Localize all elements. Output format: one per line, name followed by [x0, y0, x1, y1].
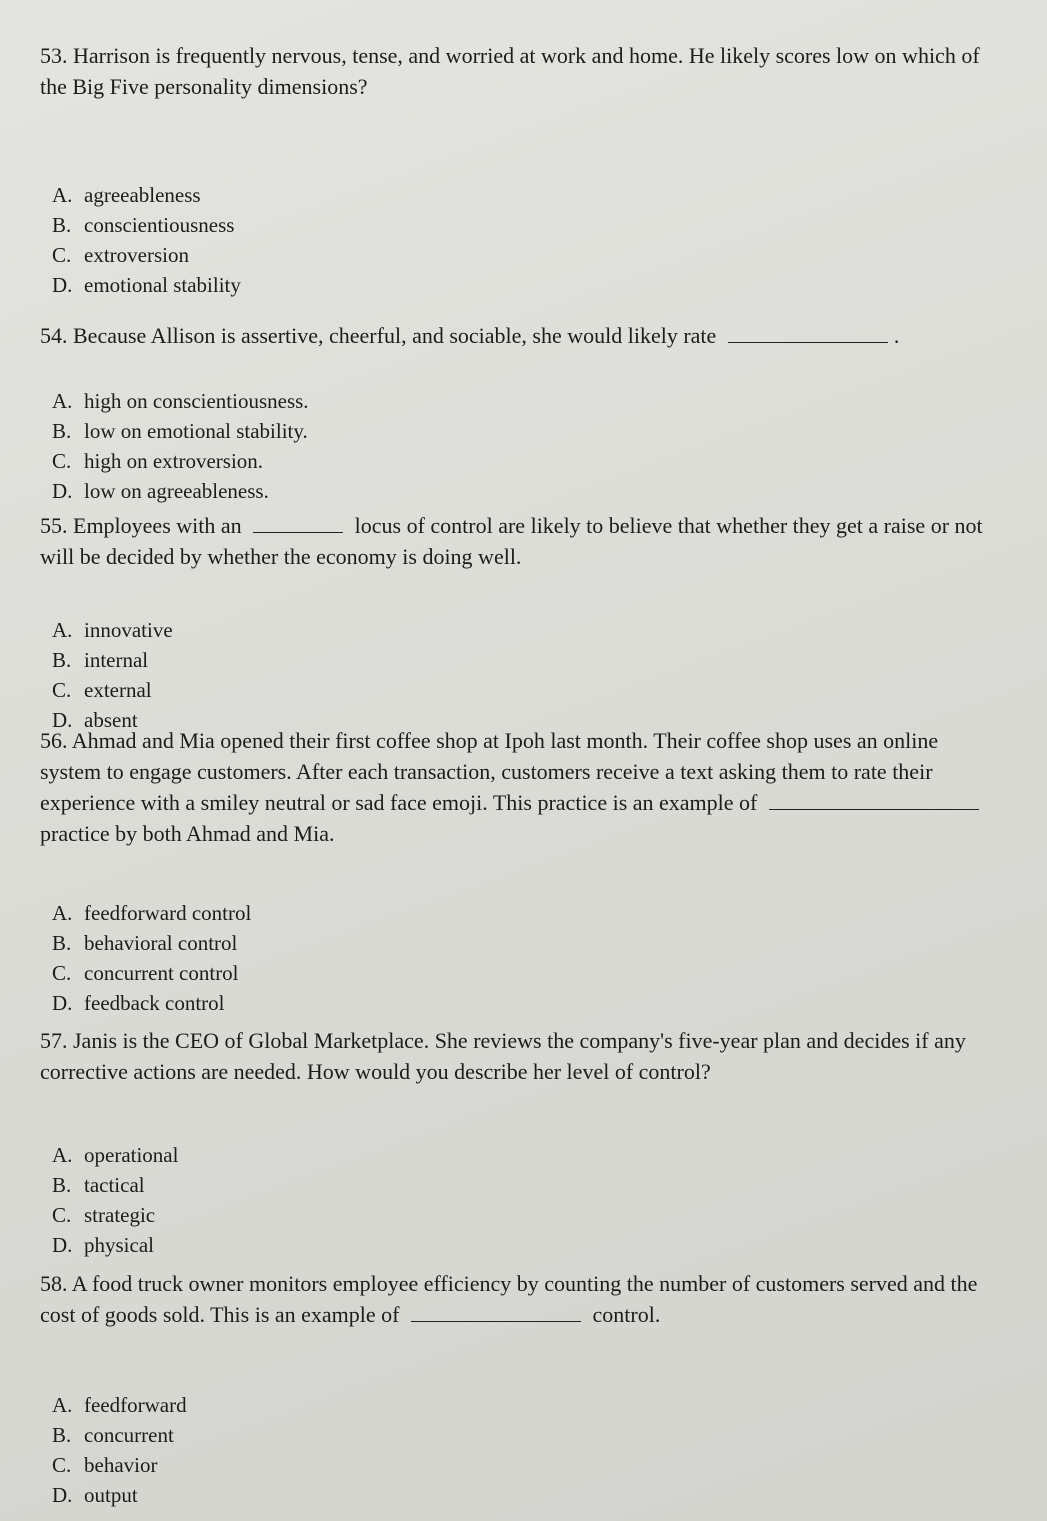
question-stem [40, 510, 1000, 572]
option-c[interactable]: C. extroversion [52, 243, 189, 267]
answer-blank[interactable] [728, 341, 888, 343]
options-list [52, 615, 173, 735]
option-b[interactable]: B. tactical [52, 1173, 145, 1197]
option-a[interactable]: A. feedforward [52, 1393, 187, 1417]
options-list [52, 1140, 178, 1260]
question-text-after: . [893, 323, 900, 348]
option-c[interactable]: C. concurrent control [52, 961, 239, 985]
option-a[interactable]: A. high on conscientiousness. [52, 389, 309, 413]
question-number: 54. [40, 323, 68, 348]
options-list [52, 180, 241, 300]
options-list [52, 386, 309, 506]
options-list [52, 898, 251, 1018]
question-number: 56. [40, 728, 68, 753]
question-text-before: A food truck owner monitors employee efficiency by counting the number of customers served and the cost of goods sold. This is an example of [40, 1271, 978, 1327]
question-text-after: practice by both Ahmad and Mia. [40, 821, 335, 846]
question-text-before: Employees with an [73, 513, 242, 538]
answer-blank[interactable] [253, 531, 343, 533]
answer-blank[interactable] [411, 1320, 581, 1322]
option-b[interactable]: B. behavioral control [52, 931, 238, 955]
option-a[interactable]: A. operational [52, 1143, 179, 1167]
option-c[interactable]: C. external [52, 678, 152, 702]
question-number: 53. [40, 43, 68, 68]
option-a[interactable]: A. agreeableness [52, 183, 201, 207]
option-d[interactable]: D. feedback control [52, 991, 225, 1015]
option-b[interactable]: B. conscientiousness [52, 213, 235, 237]
question-number: 58. [40, 1271, 68, 1296]
question-number: 55. [40, 513, 68, 538]
question-stem [40, 40, 1000, 102]
question-number: 57. [40, 1028, 68, 1053]
option-d[interactable]: D. physical [52, 1233, 154, 1257]
option-d[interactable]: D. absent [52, 708, 138, 732]
question-text-before: Ahmad and Mia opened their first coffee shop at Ipoh last month. Their coffee shop uses an online system to engage customers. After each transaction, customers receive a text asking them to rate their experience with a smiley neutral or sad face emoji. This practice is an example of [40, 728, 939, 815]
answer-blank[interactable] [769, 808, 979, 810]
option-c[interactable]: C. high on extroversion. [52, 449, 264, 473]
question-text-after: locus of control are likely to believe that whether they get a raise or not will be decided by whether the economy is doing well. [40, 513, 983, 569]
option-a[interactable]: A. innovative [52, 618, 173, 642]
options-list [52, 1390, 187, 1510]
question-stem [40, 1268, 1000, 1330]
question-stem [40, 320, 1000, 351]
option-d[interactable]: D. output [52, 1483, 138, 1507]
question-stem [40, 1025, 1000, 1087]
option-b[interactable]: B. internal [52, 648, 149, 672]
question-text: Janis is the CEO of Global Marketplace. She reviews the company's five-year plan and decides if any corrective actions are needed. How would you describe her level of control? [40, 1028, 966, 1084]
option-b[interactable]: B. concurrent [52, 1423, 174, 1447]
option-c[interactable]: C. strategic [52, 1203, 156, 1227]
option-d[interactable]: D. low on agreeableness. [52, 479, 269, 503]
option-a[interactable]: A. feedforward control [52, 901, 252, 925]
option-c[interactable]: C. behavior [52, 1453, 158, 1477]
question-text: Harrison is frequently nervous, tense, and worried at work and home. He likely scores low on which of the Big Five personality dimensions? [40, 43, 980, 99]
question-stem [40, 725, 1000, 849]
option-d[interactable]: D. emotional stability [52, 273, 241, 297]
question-text-after: control. [592, 1302, 661, 1327]
option-b[interactable]: B. low on emotional stability. [52, 419, 308, 443]
question-text-before: Because Allison is assertive, cheerful, and sociable, she would likely rate [73, 323, 717, 348]
